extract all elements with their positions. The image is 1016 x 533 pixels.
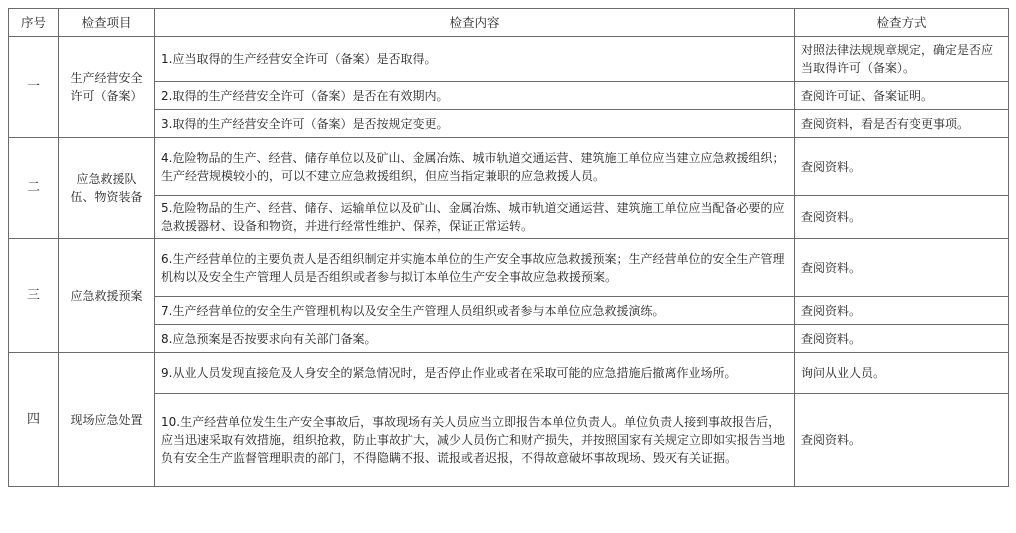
check-content: 3.取得的生产经营安全许可（备案）是否按规定变更。	[155, 110, 795, 138]
check-method: 查阅资料。	[795, 239, 1009, 297]
inspection-table	[8, 8, 1009, 487]
check-content: 8.应急预案是否按要求向有关部门备案。	[155, 325, 795, 353]
check-method: 查阅资料。	[795, 394, 1009, 487]
table-row	[9, 37, 1009, 82]
check-method: 查阅资料。	[795, 196, 1009, 239]
table-row	[9, 82, 1009, 110]
table-row	[9, 196, 1009, 239]
group-item: 生产经营安全许可（备案）	[59, 37, 155, 138]
header-content: 检查内容	[155, 9, 795, 37]
group-item: 现场应急处置	[59, 353, 155, 487]
group-seq: 一	[9, 37, 59, 138]
check-method: 查阅许可证、备案证明。	[795, 82, 1009, 110]
header-item: 检查项目	[59, 9, 155, 37]
table-row	[9, 110, 1009, 138]
check-content: 9.从业人员发现直接危及人身安全的紧急情况时，是否停止作业或者在采取可能的应急措施后撤离作业场所。	[155, 353, 795, 394]
check-method: 查阅资料。	[795, 325, 1009, 353]
check-content: 6.生产经营单位的主要负责人是否组织制定并实施本单位的生产安全事故应急救援预案；生产经营单位的安全生产管理机构以及安全生产管理人员是否组织或者参与拟订本单位生产安全事故应急救援预案。	[155, 239, 795, 297]
group-item: 应急救援预案	[59, 239, 155, 353]
table-row	[9, 297, 1009, 325]
check-content: 10.生产经营单位发生生产安全事故后，事故现场有关人员应当立即报告本单位负责人。单位负责人接到事故报告后，应当迅速采取有效措施，组织抢救，防止事故扩大，减少人员伤亡和财产损失，并按照国家有关规定立即如实报告当地负有安全生产监督管理职责的部门，不得隐瞒不报、谎报或者迟报，不得故意破坏事故现场、毁灭有关证据。	[155, 394, 795, 487]
check-content: 4.危险物品的生产、经营、储存单位以及矿山、金属冶炼、城市轨道交通运营、建筑施工单位应当建立应急救援组织；生产经营规模较小的，可以不建立应急救援组织，但应当指定兼职的应急救援人员。	[155, 138, 795, 196]
check-content: 7.生产经营单位的安全生产管理机构以及安全生产管理人员组织或者参与本单位应急救援演练。	[155, 297, 795, 325]
table-row	[9, 239, 1009, 297]
check-method: 询问从业人员。	[795, 353, 1009, 394]
check-method: 查阅资料，看是否有变更事项。	[795, 110, 1009, 138]
check-method: 查阅资料。	[795, 138, 1009, 196]
check-method: 查阅资料。	[795, 297, 1009, 325]
check-content: 2.取得的生产经营安全许可（备案）是否在有效期内。	[155, 82, 795, 110]
table-row	[9, 325, 1009, 353]
check-content: 5.危险物品的生产、经营、储存、运输单位以及矿山、金属冶炼、城市轨道交通运营、建筑施工单位应当配备必要的应急救援器材、设备和物资，并进行经常性维护、保养，保证正常运转。	[155, 196, 795, 239]
table-row	[9, 394, 1009, 487]
header-seq: 序号	[9, 9, 59, 37]
table-row	[9, 353, 1009, 394]
group-seq: 二	[9, 138, 59, 239]
table-header-row	[9, 9, 1009, 37]
group-seq: 三	[9, 239, 59, 353]
table-row	[9, 138, 1009, 196]
header-method: 检查方式	[795, 9, 1009, 37]
check-content: 1.应当取得的生产经营安全许可（备案）是否取得。	[155, 37, 795, 82]
check-method: 对照法律法规规章规定，确定是否应当取得许可（备案）。	[795, 37, 1009, 82]
group-item: 应急救援队伍、物资装备	[59, 138, 155, 239]
group-seq: 四	[9, 353, 59, 487]
